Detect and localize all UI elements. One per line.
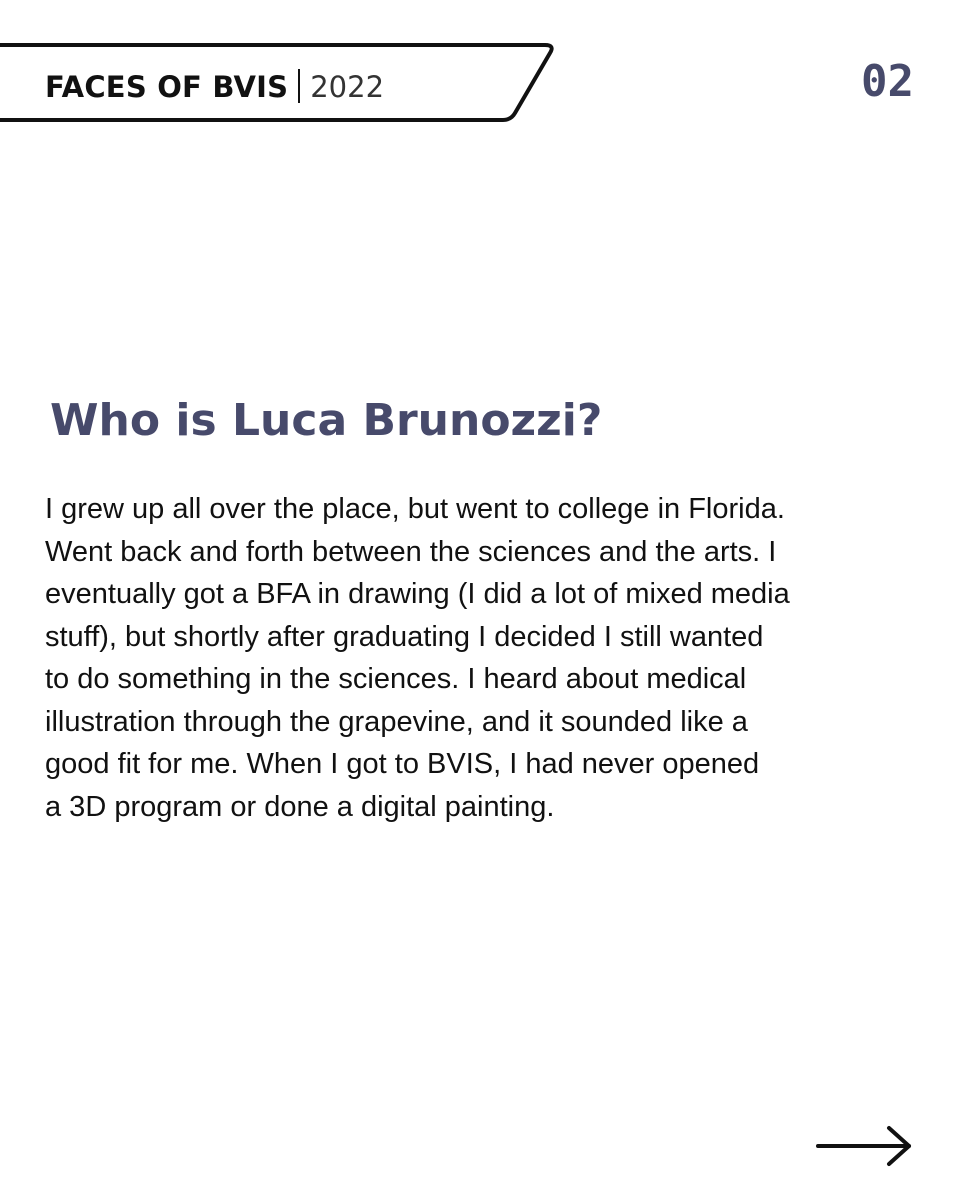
series-header bbox=[45, 68, 384, 106]
header-frame bbox=[0, 0, 560, 130]
header-divider bbox=[298, 69, 300, 103]
page-number: 02 bbox=[861, 56, 914, 107]
series-year: 2022 bbox=[310, 70, 385, 104]
page-title: Who is Luca Brunozzi? bbox=[50, 395, 603, 446]
bio-paragraph: I grew up all over the place, but went to college in Florida. Went back and forth between the sciences and the arts. I eventually got a BFA in drawing (I did a lot of mixed media stuff), but shortly after graduating I decided I still wanted to do something in the sciences. I heard about medical illustration through the grapevine, and it sounded like a good fit for me. When I got to BVIS, I had never opened a 3D program or done a digital painting. bbox=[45, 493, 790, 823]
arrow-right-icon[interactable] bbox=[815, 1124, 915, 1170]
series-title: FACES OF BVIS bbox=[45, 70, 289, 104]
